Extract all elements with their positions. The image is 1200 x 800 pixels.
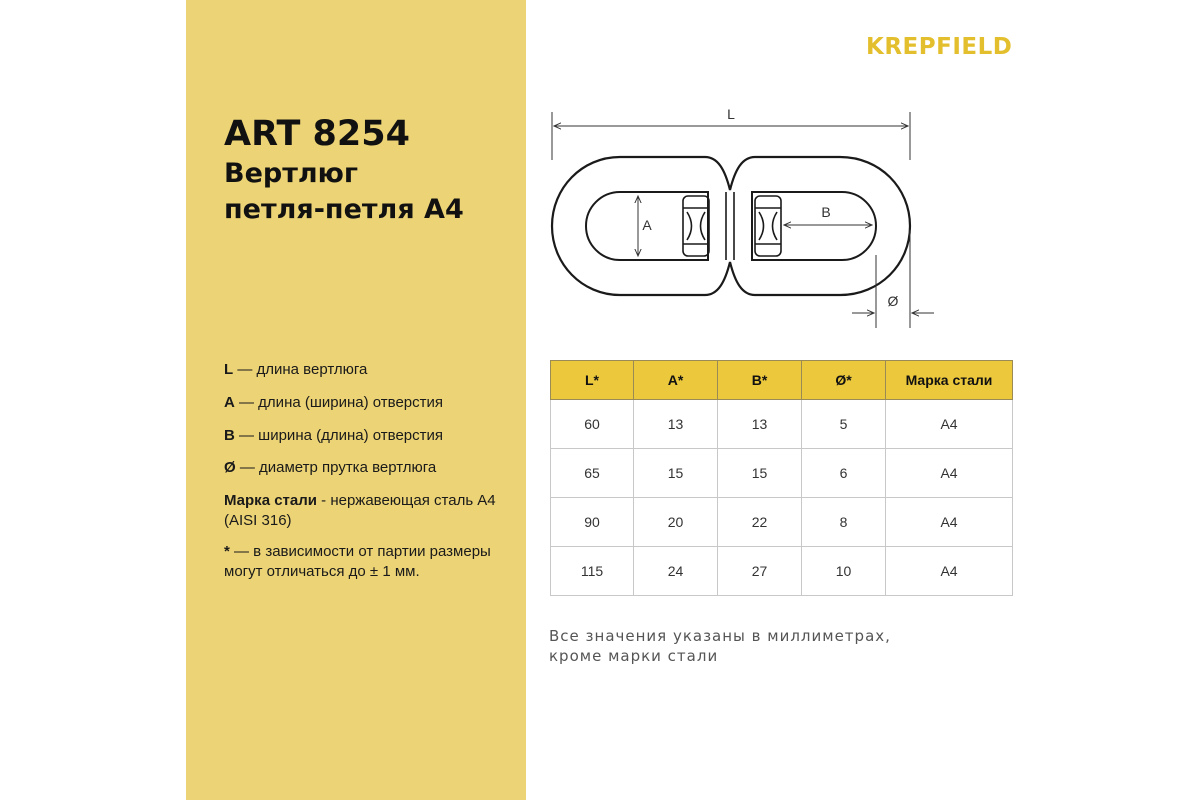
cell-a: 13	[634, 400, 718, 449]
header-a: A*	[634, 361, 718, 400]
cell-b: 27	[718, 547, 802, 596]
legend-term: *	[224, 543, 230, 560]
cell-diameter: 10	[802, 547, 886, 596]
cell-steel-grade: А4	[886, 498, 1013, 547]
legend-term: А	[224, 394, 235, 411]
cell-steel-grade: А4	[886, 449, 1013, 498]
cell-diameter: 5	[802, 400, 886, 449]
legend-item-l	[224, 360, 524, 380]
legend-text: — длина вертлюга	[233, 361, 368, 378]
cell-l: 90	[551, 498, 634, 547]
label-b: B	[821, 204, 831, 220]
header-b: B*	[718, 361, 802, 400]
legend-item-diameter	[224, 458, 524, 478]
units-note-line-1: Все значения указаны в миллиметрах,	[549, 627, 891, 645]
legend-term: Ø	[224, 459, 236, 476]
units-note	[549, 626, 969, 666]
legend-term: Марка стали	[224, 492, 317, 509]
cell-b: 13	[718, 400, 802, 449]
legend-text: — диаметр прутка вертлюга	[235, 459, 437, 476]
cell-b: 22	[718, 498, 802, 547]
product-title	[224, 156, 464, 228]
center-shaft	[726, 192, 734, 260]
cell-l: 65	[551, 449, 634, 498]
legend-text: — в зависимости от партии размеры могут отличаться до ± 1 мм.	[224, 543, 491, 580]
table-header-row	[551, 361, 1013, 400]
legend-text: - нержавеющая сталь А4 (AISI 316)	[224, 492, 496, 529]
header-l: L*	[551, 361, 634, 400]
legend-term: В	[224, 427, 235, 444]
legend-term: L	[224, 361, 234, 378]
cell-diameter: 6	[802, 449, 886, 498]
brand-logo: KREPFIELD	[866, 34, 1013, 60]
cell-a: 24	[634, 547, 718, 596]
legend-item-tolerance	[224, 542, 524, 582]
table-row	[551, 449, 1013, 498]
legend-item-a	[224, 393, 524, 413]
right-nut	[755, 196, 781, 256]
product-title-line-2: петля-петля А4	[224, 194, 464, 225]
header-steel-grade: Марка стали	[886, 361, 1013, 400]
right-eye-opening	[752, 192, 876, 260]
legend-text: — ширина (длина) отверстия	[234, 427, 444, 444]
cell-a: 15	[634, 449, 718, 498]
cell-b: 15	[718, 449, 802, 498]
label-diameter: Ø	[887, 293, 899, 309]
legend-text: — длина (ширина) отверстия	[234, 394, 444, 411]
spec-table	[550, 360, 1013, 596]
cell-diameter: 8	[802, 498, 886, 547]
cell-steel-grade: А4	[886, 547, 1013, 596]
cell-l: 60	[551, 400, 634, 449]
label-a: A	[642, 217, 652, 233]
article-number: ART 8254	[224, 114, 410, 154]
product-title-line-1: Вертлюг	[224, 158, 358, 189]
table-row	[551, 498, 1013, 547]
units-note-line-2: кроме марки стали	[549, 647, 719, 665]
label-l: L	[727, 106, 735, 122]
table-row	[551, 400, 1013, 449]
table-row	[551, 547, 1013, 596]
cell-a: 20	[634, 498, 718, 547]
left-nut	[683, 196, 709, 256]
cell-l: 115	[551, 547, 634, 596]
legend-item-b	[224, 426, 524, 446]
legend-item-steel-grade	[224, 491, 524, 531]
swivel-outer-contour	[552, 157, 910, 295]
swivel-diagram	[540, 100, 950, 335]
cell-steel-grade: А4	[886, 400, 1013, 449]
header-diameter: Ø*	[802, 361, 886, 400]
